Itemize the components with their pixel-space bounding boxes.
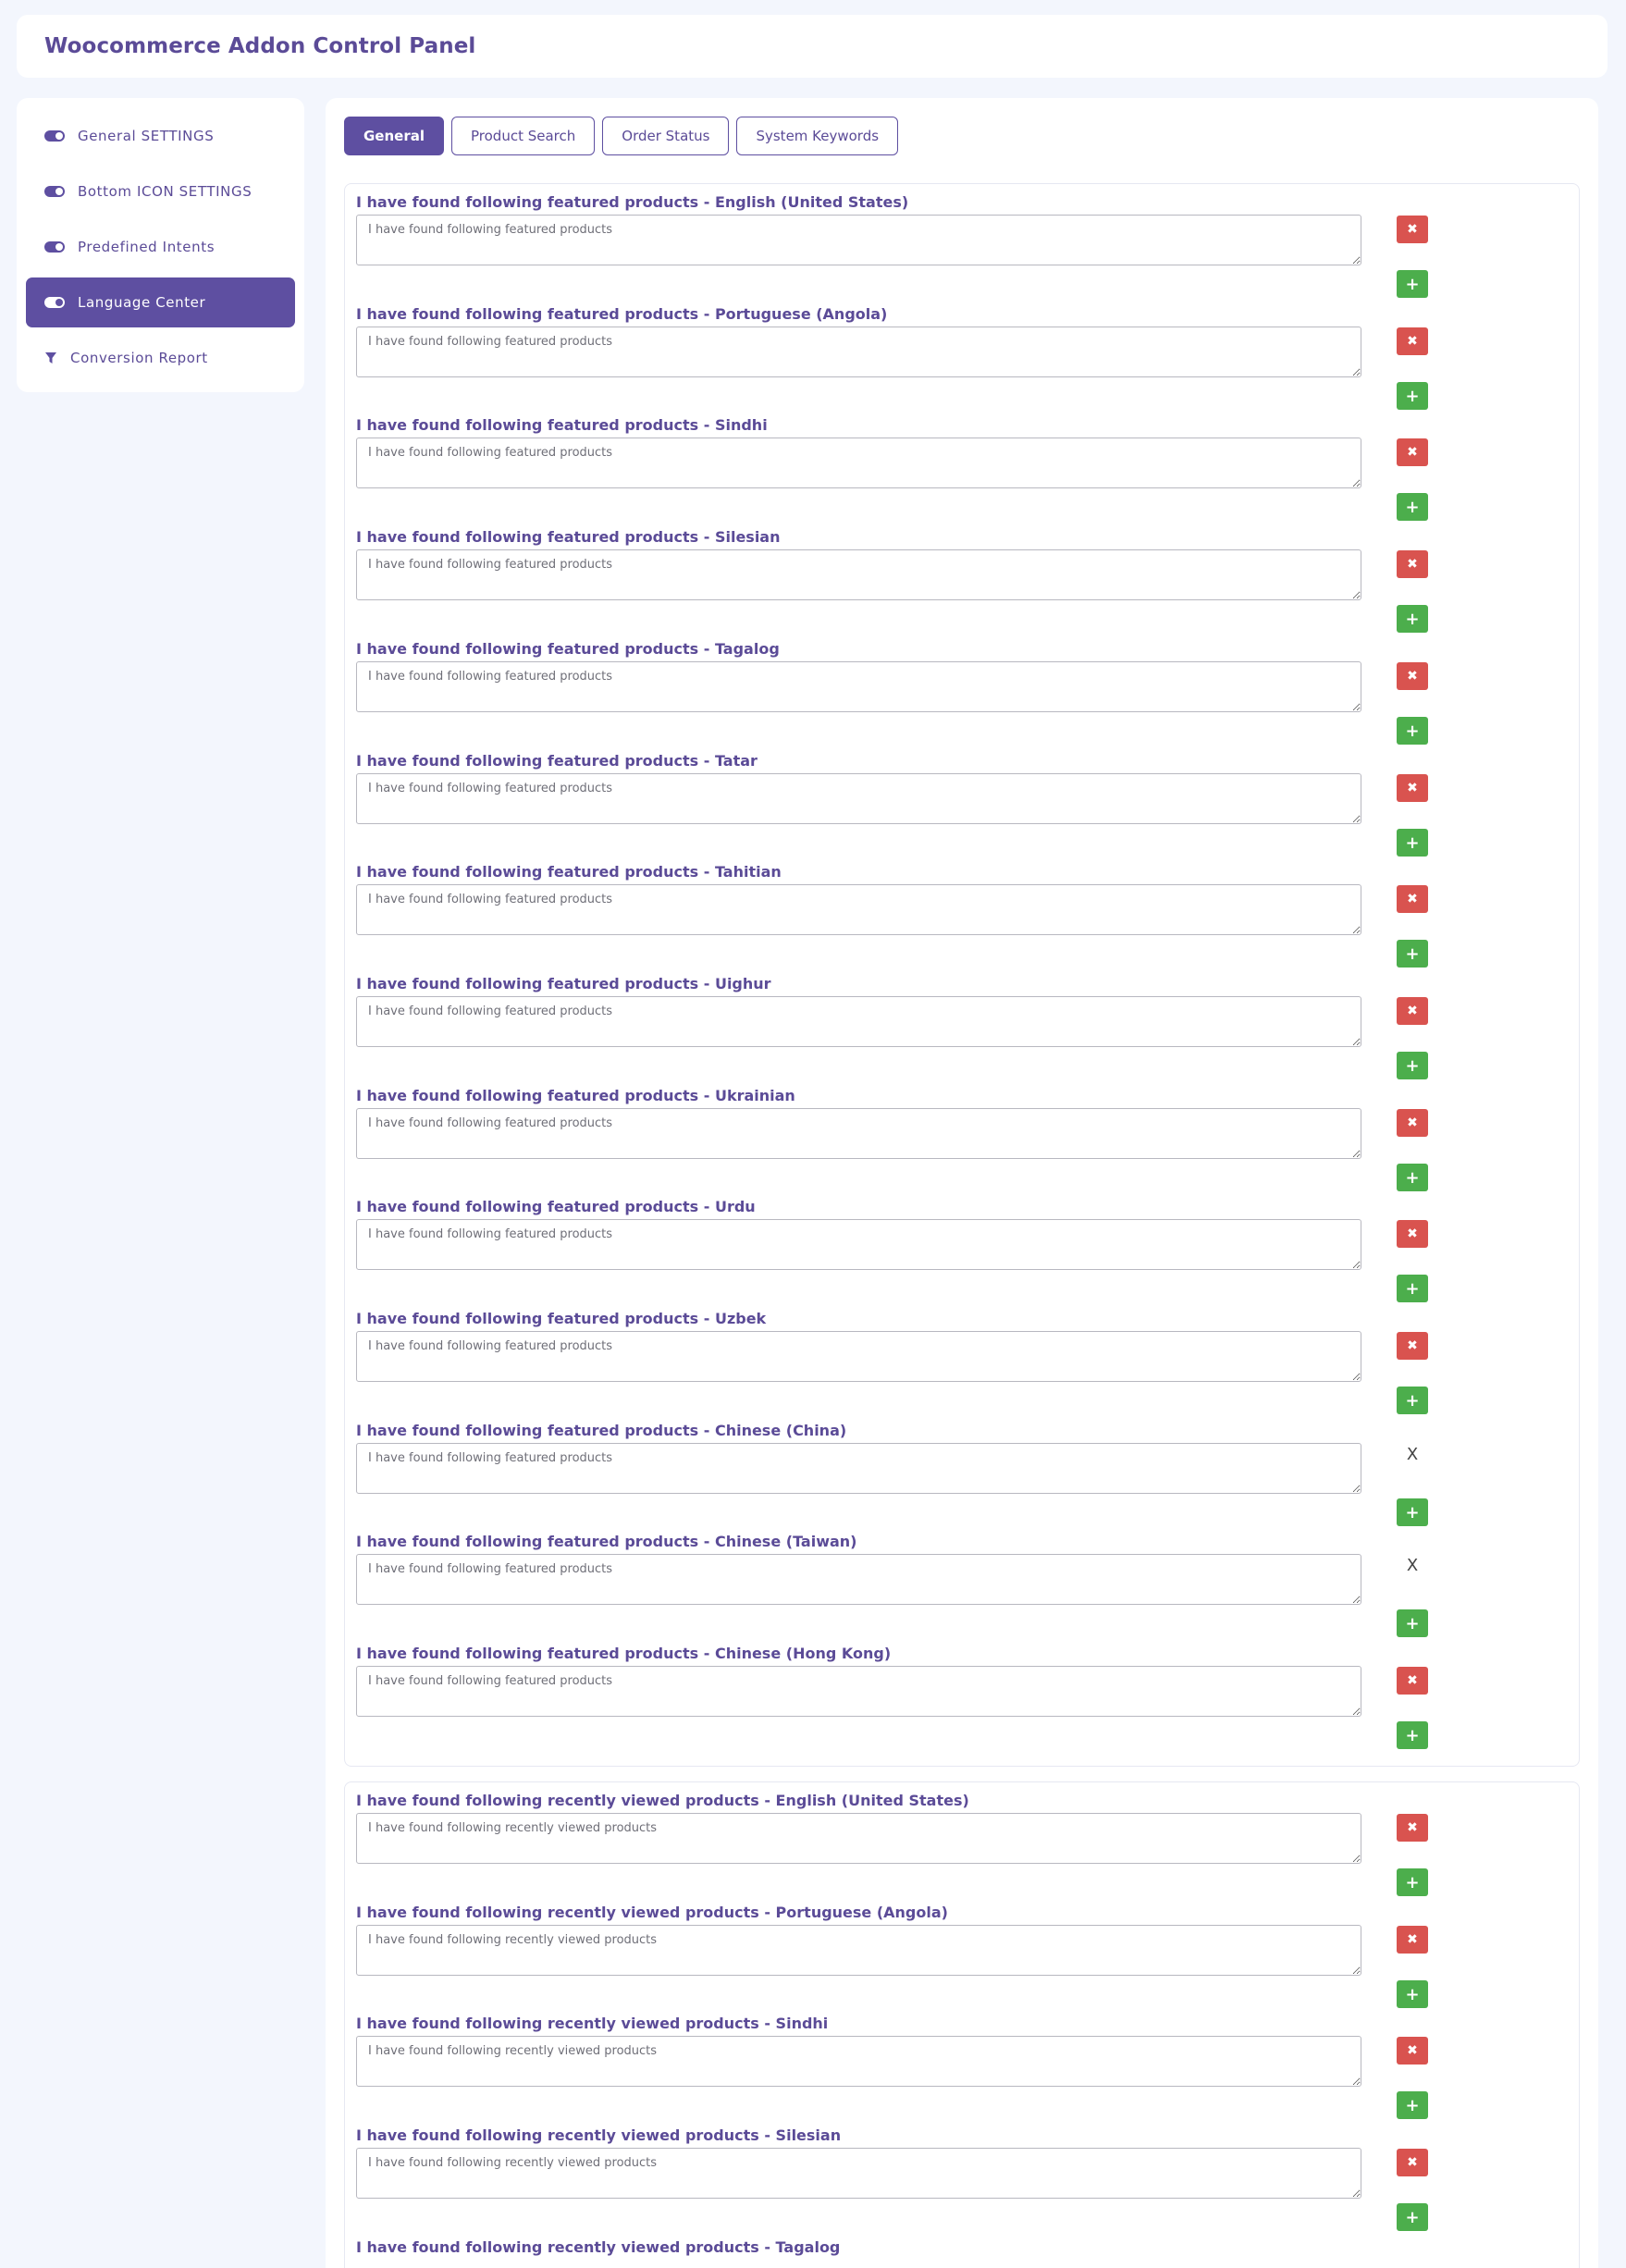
language-entry [356,975,1568,1087]
tab-system-keywords[interactable]: System Keywords [736,117,898,155]
delete-button[interactable]: ✖ [1397,438,1428,466]
delete-button[interactable]: ✖ [1397,774,1428,802]
entry-label: I have found following featured products - Chinese (China) [356,1422,847,1439]
delete-button[interactable]: ✖ [1397,550,1428,578]
sidebar-item-predefined-intents[interactable] [26,222,295,272]
add-button[interactable]: + [1397,605,1428,633]
add-button[interactable]: + [1397,2203,1428,2231]
delete-button[interactable]: ✖ [1397,1814,1428,1842]
translation-input[interactable] [356,1219,1361,1270]
delete-button[interactable]: ✖ [1397,1332,1428,1360]
tab-order-status[interactable]: Order Status [602,117,729,155]
translation-input[interactable] [356,1666,1361,1717]
language-entry [356,1533,1568,1645]
delete-link[interactable]: X [1406,1555,1419,1575]
entry-label: I have found following featured products - Urdu [356,1198,756,1215]
sidebar-item-language-center[interactable] [26,277,295,327]
language-entry [356,416,1568,528]
translation-input[interactable] [356,773,1361,824]
translation-input[interactable] [356,327,1361,377]
tab-product-search[interactable]: Product Search [451,117,595,155]
sidebar-item-label: Conversion Report [70,350,208,366]
toggle-icon [44,297,65,308]
entry-label: I have found following recently viewed products - English (United States) [356,1792,969,1809]
tab-bar [344,117,898,155]
toggle-icon [44,130,65,142]
entry-label: I have found following featured products - Sindhi [356,416,768,434]
sidebar-item-label: General SETTINGS [78,128,215,144]
translation-input[interactable] [356,884,1361,935]
main-panel [326,98,1598,2268]
entry-label: I have found following recently viewed products - Portuguese (Angola) [356,1904,948,1921]
sidebar-item-conversion-report[interactable] [26,333,295,383]
language-section [344,1781,1580,2268]
language-entry [356,1792,1568,1904]
translation-input[interactable] [356,1554,1361,1605]
add-button[interactable]: + [1397,1609,1428,1637]
add-button[interactable]: + [1397,493,1428,521]
sidebar-item-label: Predefined Intents [78,239,216,255]
add-button[interactable]: + [1397,1868,1428,1896]
translation-input[interactable] [356,661,1361,712]
add-button[interactable]: + [1397,1721,1428,1749]
translation-input[interactable] [356,2148,1361,2199]
language-entry [356,1198,1568,1310]
language-entry [356,305,1568,417]
entry-label: I have found following featured products - Silesian [356,528,781,546]
add-button[interactable]: + [1397,2091,1428,2119]
translation-input[interactable] [356,1331,1361,1382]
translation-input[interactable] [356,549,1361,600]
delete-button[interactable]: ✖ [1397,997,1428,1025]
add-button[interactable]: + [1397,1387,1428,1414]
language-entry [356,1904,1568,2015]
entry-label: I have found following featured products - Tatar [356,752,758,770]
add-button[interactable]: + [1397,382,1428,410]
entry-label: I have found following featured products - Ukrainian [356,1087,795,1104]
language-entry [356,752,1568,864]
translation-input[interactable] [356,1925,1361,1976]
translation-input[interactable] [356,2036,1361,2087]
delete-button[interactable]: ✖ [1397,327,1428,355]
entry-label: I have found following recently viewed products - Tagalog [356,2238,841,2256]
entry-label: I have found following featured products - Tahitian [356,863,782,881]
page-title: Woocommerce Addon Control Panel [44,34,476,58]
translation-input[interactable] [356,996,1361,1047]
toggle-icon [44,241,65,253]
delete-button[interactable]: ✖ [1397,1220,1428,1248]
language-entry [356,2238,1568,2268]
sidebar-item-general-settings[interactable] [26,111,295,161]
add-button[interactable]: + [1397,940,1428,968]
add-button[interactable]: + [1397,829,1428,857]
entry-label: I have found following recently viewed products - Sindhi [356,2015,829,2032]
tab-general[interactable]: General [344,117,444,155]
delete-link[interactable]: X [1406,1444,1419,1464]
entry-label: I have found following featured products - Chinese (Taiwan) [356,1533,857,1550]
toggle-icon [44,186,65,197]
filter-icon [44,351,57,364]
delete-button[interactable]: ✖ [1397,1667,1428,1695]
language-entry [356,1422,1568,1534]
translation-input[interactable] [356,438,1361,488]
translation-input[interactable] [356,1813,1361,1864]
sidebar-item-label: Bottom ICON SETTINGS [78,183,253,200]
add-button[interactable]: + [1397,1052,1428,1079]
sidebar-item-bottom-icon-settings[interactable] [26,166,295,216]
language-entry [356,640,1568,752]
language-entry [356,863,1568,975]
delete-button[interactable]: ✖ [1397,216,1428,243]
entry-label: I have found following recently viewed products - Silesian [356,2126,842,2144]
add-button[interactable]: + [1397,1498,1428,1526]
delete-button[interactable]: ✖ [1397,2149,1428,2176]
entry-label: I have found following featured products - Chinese (Hong Kong) [356,1645,892,1662]
entry-label: I have found following featured products - Tagalog [356,640,780,658]
delete-button[interactable]: ✖ [1397,885,1428,913]
language-entry [356,1087,1568,1199]
app-header [17,15,1608,78]
delete-button[interactable]: ✖ [1397,1926,1428,1954]
language-entry [356,1645,1568,1756]
entry-label: I have found following featured products - Portuguese (Angola) [356,305,888,323]
translation-input[interactable] [356,215,1361,265]
language-entry [356,528,1568,640]
translation-input[interactable] [356,1443,1361,1494]
language-entry [356,193,1568,305]
add-button[interactable]: + [1397,1164,1428,1191]
sidebar [17,98,304,392]
add-button[interactable]: + [1397,1980,1428,2008]
language-entry [356,2015,1568,2126]
delete-button[interactable]: ✖ [1397,662,1428,690]
delete-button[interactable]: ✖ [1397,2037,1428,2065]
language-section [344,183,1580,1767]
translation-input[interactable] [356,1108,1361,1159]
entry-label: I have found following featured products - Uighur [356,975,771,992]
add-button[interactable]: + [1397,270,1428,298]
language-entry [356,2126,1568,2238]
entry-label: I have found following featured products - English (United States) [356,193,909,211]
entry-label: I have found following featured products - Uzbek [356,1310,767,1327]
delete-button[interactable]: ✖ [1397,1109,1428,1137]
add-button[interactable]: + [1397,1275,1428,1302]
sidebar-item-label: Language Center [78,294,206,311]
language-entry [356,1310,1568,1422]
add-button[interactable]: + [1397,717,1428,745]
